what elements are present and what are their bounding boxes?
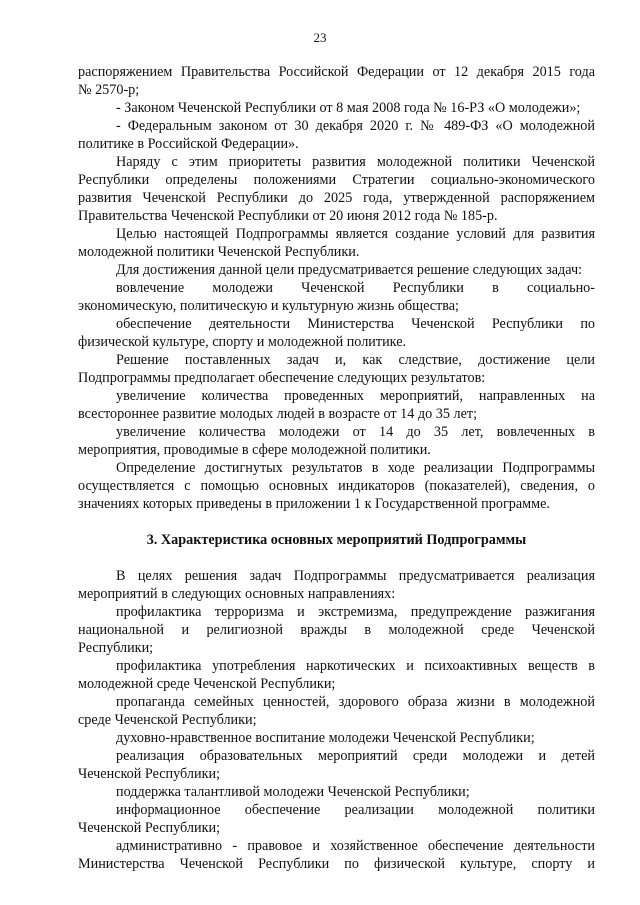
text-line: всестороннее развитие молодых людей в возрасте от 14 до 35 лет; [78, 406, 478, 422]
text-line: развития Чеченской Республики до 2025 года, утвержденной распоряжением [78, 190, 595, 206]
text-line: физической культуре, спорту и молодежной политике. [78, 334, 407, 350]
text-line: Для достижения данной цели предусматривается решение следующих задач: [116, 262, 583, 278]
text-line: мероприятия, проводимые в сфере молодежной политики. [78, 442, 431, 458]
text-line: экономическую, политическую и культурную жизнь общества; [78, 298, 459, 314]
text-line: № 2570-р; [78, 82, 140, 98]
text-line: Определение достигнутых результатов в ходе реализации Подпрограммы [116, 460, 595, 476]
text-line: мероприятий в следующих основных направлениях: [78, 586, 396, 602]
text-line: увеличение количества молодежи от 14 до 35 лет, вовлеченных в [116, 424, 595, 440]
text-line: Наряду с этим приоритеты развития молодежной политики Чеченской [116, 154, 595, 170]
text-line: духовно-нравственное воспитание молодежи Чеченской Республики; [116, 730, 535, 746]
text-line: Целью настоящей Подпрограммы является создание условий для развития [116, 226, 595, 242]
text-line: информационное обеспечение реализации молодежной политики [116, 802, 595, 818]
text-line: профилактика терроризма и экстремизма, предупреждение разжигания [116, 604, 595, 620]
text-line: увеличение количества проведенных мероприятий, направленных на [116, 388, 595, 404]
text-line: Чеченской Республики; [78, 766, 221, 782]
text-line: среде Чеченской Республики; [78, 712, 257, 728]
text-line: - Федеральным законом от 30 декабря 2020 г. № 489-ФЗ «О молодежной [116, 118, 595, 134]
text-line: реализация образовательных мероприятий среди молодежи и детей [116, 748, 595, 764]
text-line: Республики определены положениями Стратегии социально-экономического [78, 172, 595, 188]
text-line: молодежной среде Чеченской Республики; [78, 676, 336, 692]
page-number: 23 [313, 30, 327, 45]
text-line: - Законом Чеченской Республики от 8 мая 2008 года № 16-РЗ «О молодежи»; [116, 100, 581, 116]
section-heading: 3. Характеристика основных мероприятий Подпрограммы [146, 532, 527, 548]
text-line: Подпрограммы предполагает обеспечение следующих результатов: [78, 370, 486, 386]
text-line: поддержка талантливой молодежи Чеченской Республики; [116, 784, 470, 800]
text-line: политике в Российской Федерации». [78, 136, 299, 152]
text-line: осуществляется с помощью основных индикаторов (показателей), сведения, о [78, 478, 595, 494]
text-line: вовлечение молодежи Чеченской Республики в социально- [116, 280, 595, 296]
text-line: Правительства Чеченской Республики от 20 июня 2012 года № 185-р. [78, 208, 498, 224]
text-line: Министерства Чеченской Республики по физической культуре, спорту и [78, 856, 595, 872]
text-line: Решение поставленных задач и, как следствие, достижение цели [116, 352, 595, 368]
text-line: профилактика употребления наркотических и психоактивных веществ в [116, 658, 595, 674]
text-line: обеспечение деятельности Министерства Чеченской Республики по [116, 316, 595, 332]
text-line: Чеченской Республики; [78, 820, 221, 836]
text-line: В целях решения задач Подпрограммы предусматривается реализация [116, 568, 595, 584]
text-line: значениях которых приведены в приложении 1 к Государственной программе. [78, 496, 550, 512]
text-line: пропаганда семейных ценностей, здорового образа жизни в молодежной [116, 694, 595, 710]
text-line: распоряжением Правительства Российской Федерации от 12 декабря 2015 года [78, 64, 595, 80]
text-line: административно - правовое и хозяйственное обеспечение деятельности [116, 838, 595, 854]
text-line: молодежной политики Чеченской Республики. [78, 244, 360, 260]
text-line: национальной и религиозной вражды в молодежной среде Чеченской [78, 622, 595, 638]
text-line: Республики; [78, 640, 154, 656]
